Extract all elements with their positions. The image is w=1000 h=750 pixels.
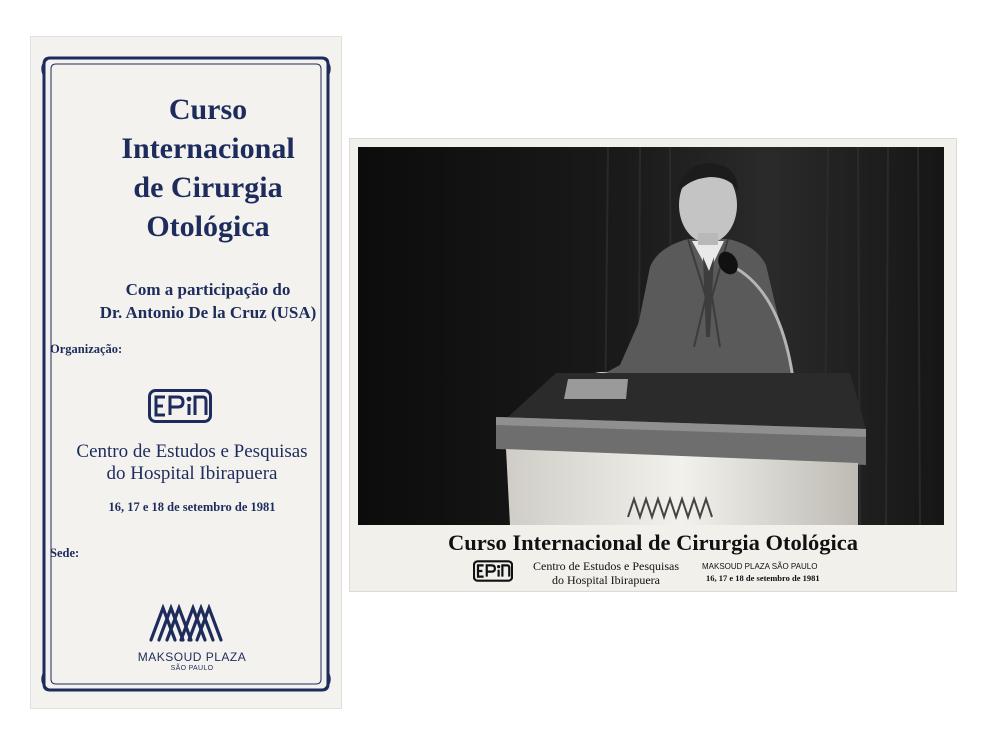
photo-organizer-name: [518, 559, 694, 587]
speaker-photo: [358, 147, 944, 525]
organizer-line: Centro de Estudos e Pesquisas: [76, 441, 308, 462]
venue-name: MAKSOUD PLAZA: [137, 650, 247, 664]
photo-caption-title: Curso Internacional de Cirurgia Otológica: [448, 530, 858, 555]
venue-city: SÃO PAULO: [170, 665, 214, 672]
title-line: Internacional: [121, 132, 295, 165]
title-line: Otológica: [146, 210, 270, 243]
organizer-line: do Hospital Ibirapuera: [106, 463, 278, 484]
participation-line: Com a participação do: [125, 280, 291, 299]
participation-line: Dr. Antonio De la Cruz (USA): [99, 303, 317, 322]
organization-label: Organização:: [50, 342, 123, 356]
event-dates: 16, 17 e 18 de setembro de 1981: [108, 500, 276, 514]
maksoud-logo: [147, 604, 225, 644]
course-brochure: [30, 36, 342, 709]
event-photograph: [350, 139, 956, 591]
title-line: Curso: [168, 93, 248, 126]
photo-dates: 16, 17 e 18 de setembro de 1981: [706, 573, 820, 583]
photo-venue: MAKSOUD PLAZA SÃO PAULO: [702, 562, 818, 571]
organizer-line: Centro de Estudos e Pesquisas: [533, 559, 679, 573]
organizer-line: do Hospital Ibirapuera: [552, 573, 660, 587]
title-line: de Cirurgia: [133, 171, 283, 204]
organizer-name: [44, 441, 340, 485]
participation-text: [60, 278, 356, 324]
venue-label: Sede:: [50, 546, 80, 560]
cepi-logo: [473, 560, 513, 582]
brochure-title: [70, 90, 346, 246]
cepi-logo: [148, 389, 212, 423]
